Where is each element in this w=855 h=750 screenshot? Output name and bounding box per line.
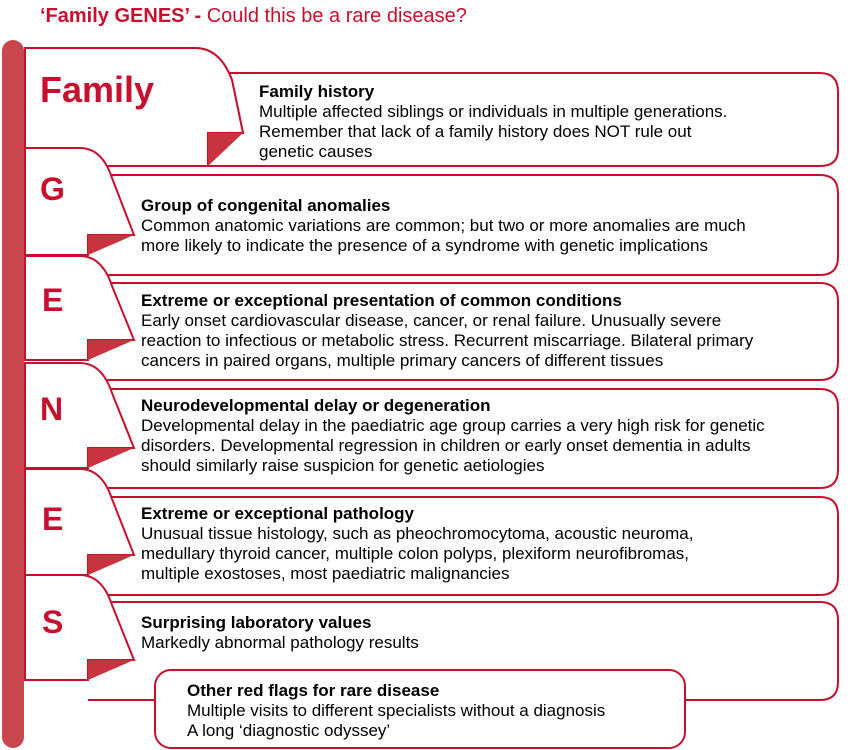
tab-fold-family	[208, 133, 243, 166]
block-congenital-anomalies	[141, 196, 746, 256]
block-line: medullary thyroid cancer, multiple colon polyps, plexiform neurofibromas,	[141, 544, 690, 563]
block-neurodevelopmental	[141, 396, 765, 476]
spine-bar	[2, 40, 24, 748]
block-line: disorders. Developmental regression in children or early onset dementia in adults	[141, 436, 751, 455]
block-heading: Extreme or exceptional pathology	[141, 504, 415, 523]
letter-g: G	[40, 171, 65, 207]
block-laboratory-values	[141, 613, 419, 653]
block-line: Unusual tissue histology, such as pheochromocytoma, acoustic neuroma,	[141, 524, 694, 543]
block-line: genetic causes	[259, 142, 373, 161]
block-line: Multiple visits to different specialists without a diagnosis	[187, 701, 606, 720]
block-line: Markedly abnormal pathology results	[141, 633, 419, 652]
block-heading: Group of congenital anomalies	[141, 196, 391, 215]
tab-fold-s	[88, 660, 134, 680]
block-line: more likely to indicate the presence of a syndrome with genetic implications	[141, 236, 708, 255]
block-line: A long ‘diagnostic odyssey’	[187, 721, 391, 740]
block-line: cancers in paired organs, multiple primary cancers of different tissues	[141, 351, 664, 370]
letter-e1: E	[42, 282, 64, 318]
block-heading: Neurodevelopmental delay or degeneration	[141, 396, 491, 415]
letter-n: N	[40, 391, 64, 427]
letter-s: S	[42, 604, 64, 640]
block-heading: Extreme or exceptional presentation of common conditions	[141, 291, 622, 310]
block-heading: Family history	[259, 82, 375, 101]
block-line: Developmental delay in the paediatric age group carries a very high risk for genetic	[141, 416, 765, 435]
tab-fold-e2	[88, 555, 134, 575]
block-heading: Other red flags for rare disease	[187, 681, 440, 700]
block-extreme-presentation	[141, 291, 753, 371]
block-line: Multiple affected siblings or individuals in multiple generations.	[259, 102, 728, 121]
block-line: reaction to infectious or metabolic stress. Recurrent miscarriage. Bilateral primary	[141, 331, 754, 350]
block-extreme-pathology	[141, 504, 693, 584]
block-line: Common anatomic variations are common; but two or more anomalies are much	[141, 216, 746, 235]
block-line: multiple exostoses, most paediatric malignancies	[141, 564, 510, 583]
block-other-red-flags	[187, 681, 605, 741]
tab-fold-g	[88, 235, 134, 255]
title-separator: -	[188, 5, 207, 27]
block-family-history	[259, 82, 727, 162]
tab-fold-n	[88, 448, 134, 468]
block-heading: Surprising laboratory values	[141, 613, 372, 632]
title-prefix: ‘Family GENES’	[40, 5, 189, 27]
tab-fold-e1	[88, 340, 134, 360]
letter-family: Family	[40, 69, 155, 110]
letter-e2: E	[42, 501, 64, 537]
block-line: Early onset cardiovascular disease, cancer, or renal failure. Unusually severe	[141, 311, 722, 330]
block-line: Remember that lack of a family history does NOT rule out	[259, 122, 692, 141]
title-question: Could this be a rare disease?	[206, 5, 467, 27]
block-line: should similarly raise suspicion for genetic aetiologies	[141, 456, 545, 475]
